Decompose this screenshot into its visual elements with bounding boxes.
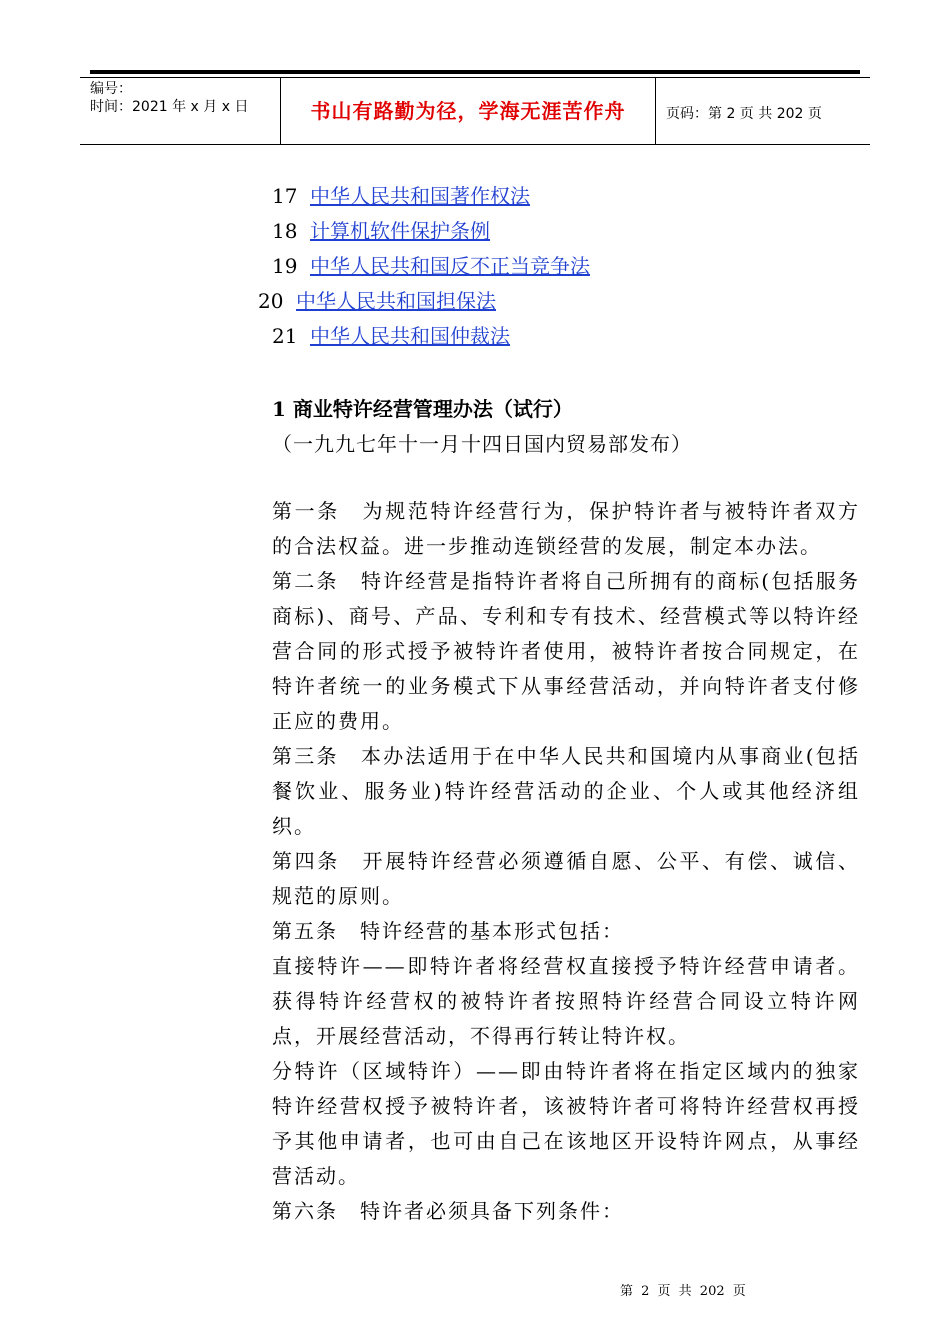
paragraph: 直接特许——即特许者将经营权直接授予特许经营申请者。获得特许经营权的被特许者按照特许经营合同设立特许网点，开展经营活动，不得再行转让特许权。: [272, 954, 860, 1048]
table-of-contents: [258, 180, 590, 355]
paragraph: 第三条 本办法适用于在中华人民共和国境内从事商业(包括餐饮业、服务业)特许经营活动的企业、个人或其他经济组织。: [272, 744, 860, 838]
paragraph: 第二条 特许经营是指特许者将自己所拥有的商标(包括服务商标)、商号、产品、专利和专有技术、经营模式等以特许经营合同的形式授予被特许者使用，被特许者按合同规定，在特许者统一的业务模式下从事经营活动，并向特许者支付修正应的费用。: [272, 569, 860, 733]
paragraph: 分特许（区域特许）——即由特许者将在指定区域内的独家特许经营权授予被特许者，该被特许者可将特许经营权再授予其他申请者，也可由自己在该地区开设特许网点，从事经营活动。: [272, 1059, 860, 1188]
paragraph: 第六条 特许者必须具备下列条件：: [272, 1199, 624, 1223]
toc-link[interactable]: 中华人民共和国著作权法: [310, 184, 530, 208]
header-top-rule: [90, 70, 860, 74]
document-body: [272, 494, 860, 1229]
toc-item: [258, 285, 590, 320]
section-title: 1 商业特许经营管理办法（试行）: [272, 397, 573, 421]
paragraph: 第四条 开展特许经营必须遵循自愿、公平、有偿、诚信、规范的原则。: [272, 849, 860, 908]
toc-link[interactable]: 中华人民共和国仲裁法: [310, 324, 510, 348]
toc-item: [272, 250, 590, 285]
toc-item: [272, 215, 590, 250]
toc-number: 18: [272, 219, 298, 243]
toc-link[interactable]: 中华人民共和国担保法: [296, 289, 496, 313]
toc-link[interactable]: 中华人民共和国反不正当竞争法: [310, 254, 590, 278]
paragraph: 第五条 特许经营的基本形式包括：: [272, 919, 624, 943]
header-rule: [80, 77, 870, 78]
header-divider: [655, 78, 656, 144]
header-page-info: 页码：第 2 页 共 202 页: [666, 106, 822, 122]
header-divider: [280, 78, 281, 144]
toc-number: 19: [272, 254, 298, 278]
toc-number: 20: [258, 289, 284, 313]
toc-number: 17: [272, 184, 298, 208]
doc-time: 时间：2021 年 x 月 x 日: [90, 99, 249, 115]
toc-number: 21: [272, 324, 298, 348]
paragraph: 第一条 为规范特许经营行为，保护特许者与被特许者双方的合法权益。进一步推动连锁经营的发展，制定本办法。: [272, 499, 860, 558]
header-meta: [90, 80, 248, 116]
section-subtitle: （一九九七年十一月十四日国内贸易部发布）: [272, 432, 692, 456]
header-bottom-rule: [80, 144, 870, 145]
doc-number: 编号：: [90, 81, 132, 97]
toc-link[interactable]: 计算机软件保护条例: [310, 219, 490, 243]
page-footer: 第 2 页 共 202 页: [620, 1284, 746, 1299]
toc-item: [272, 180, 590, 215]
toc-item: [272, 320, 590, 355]
header-motto: 书山有路勤为径，学海无涯苦作舟: [310, 99, 626, 123]
